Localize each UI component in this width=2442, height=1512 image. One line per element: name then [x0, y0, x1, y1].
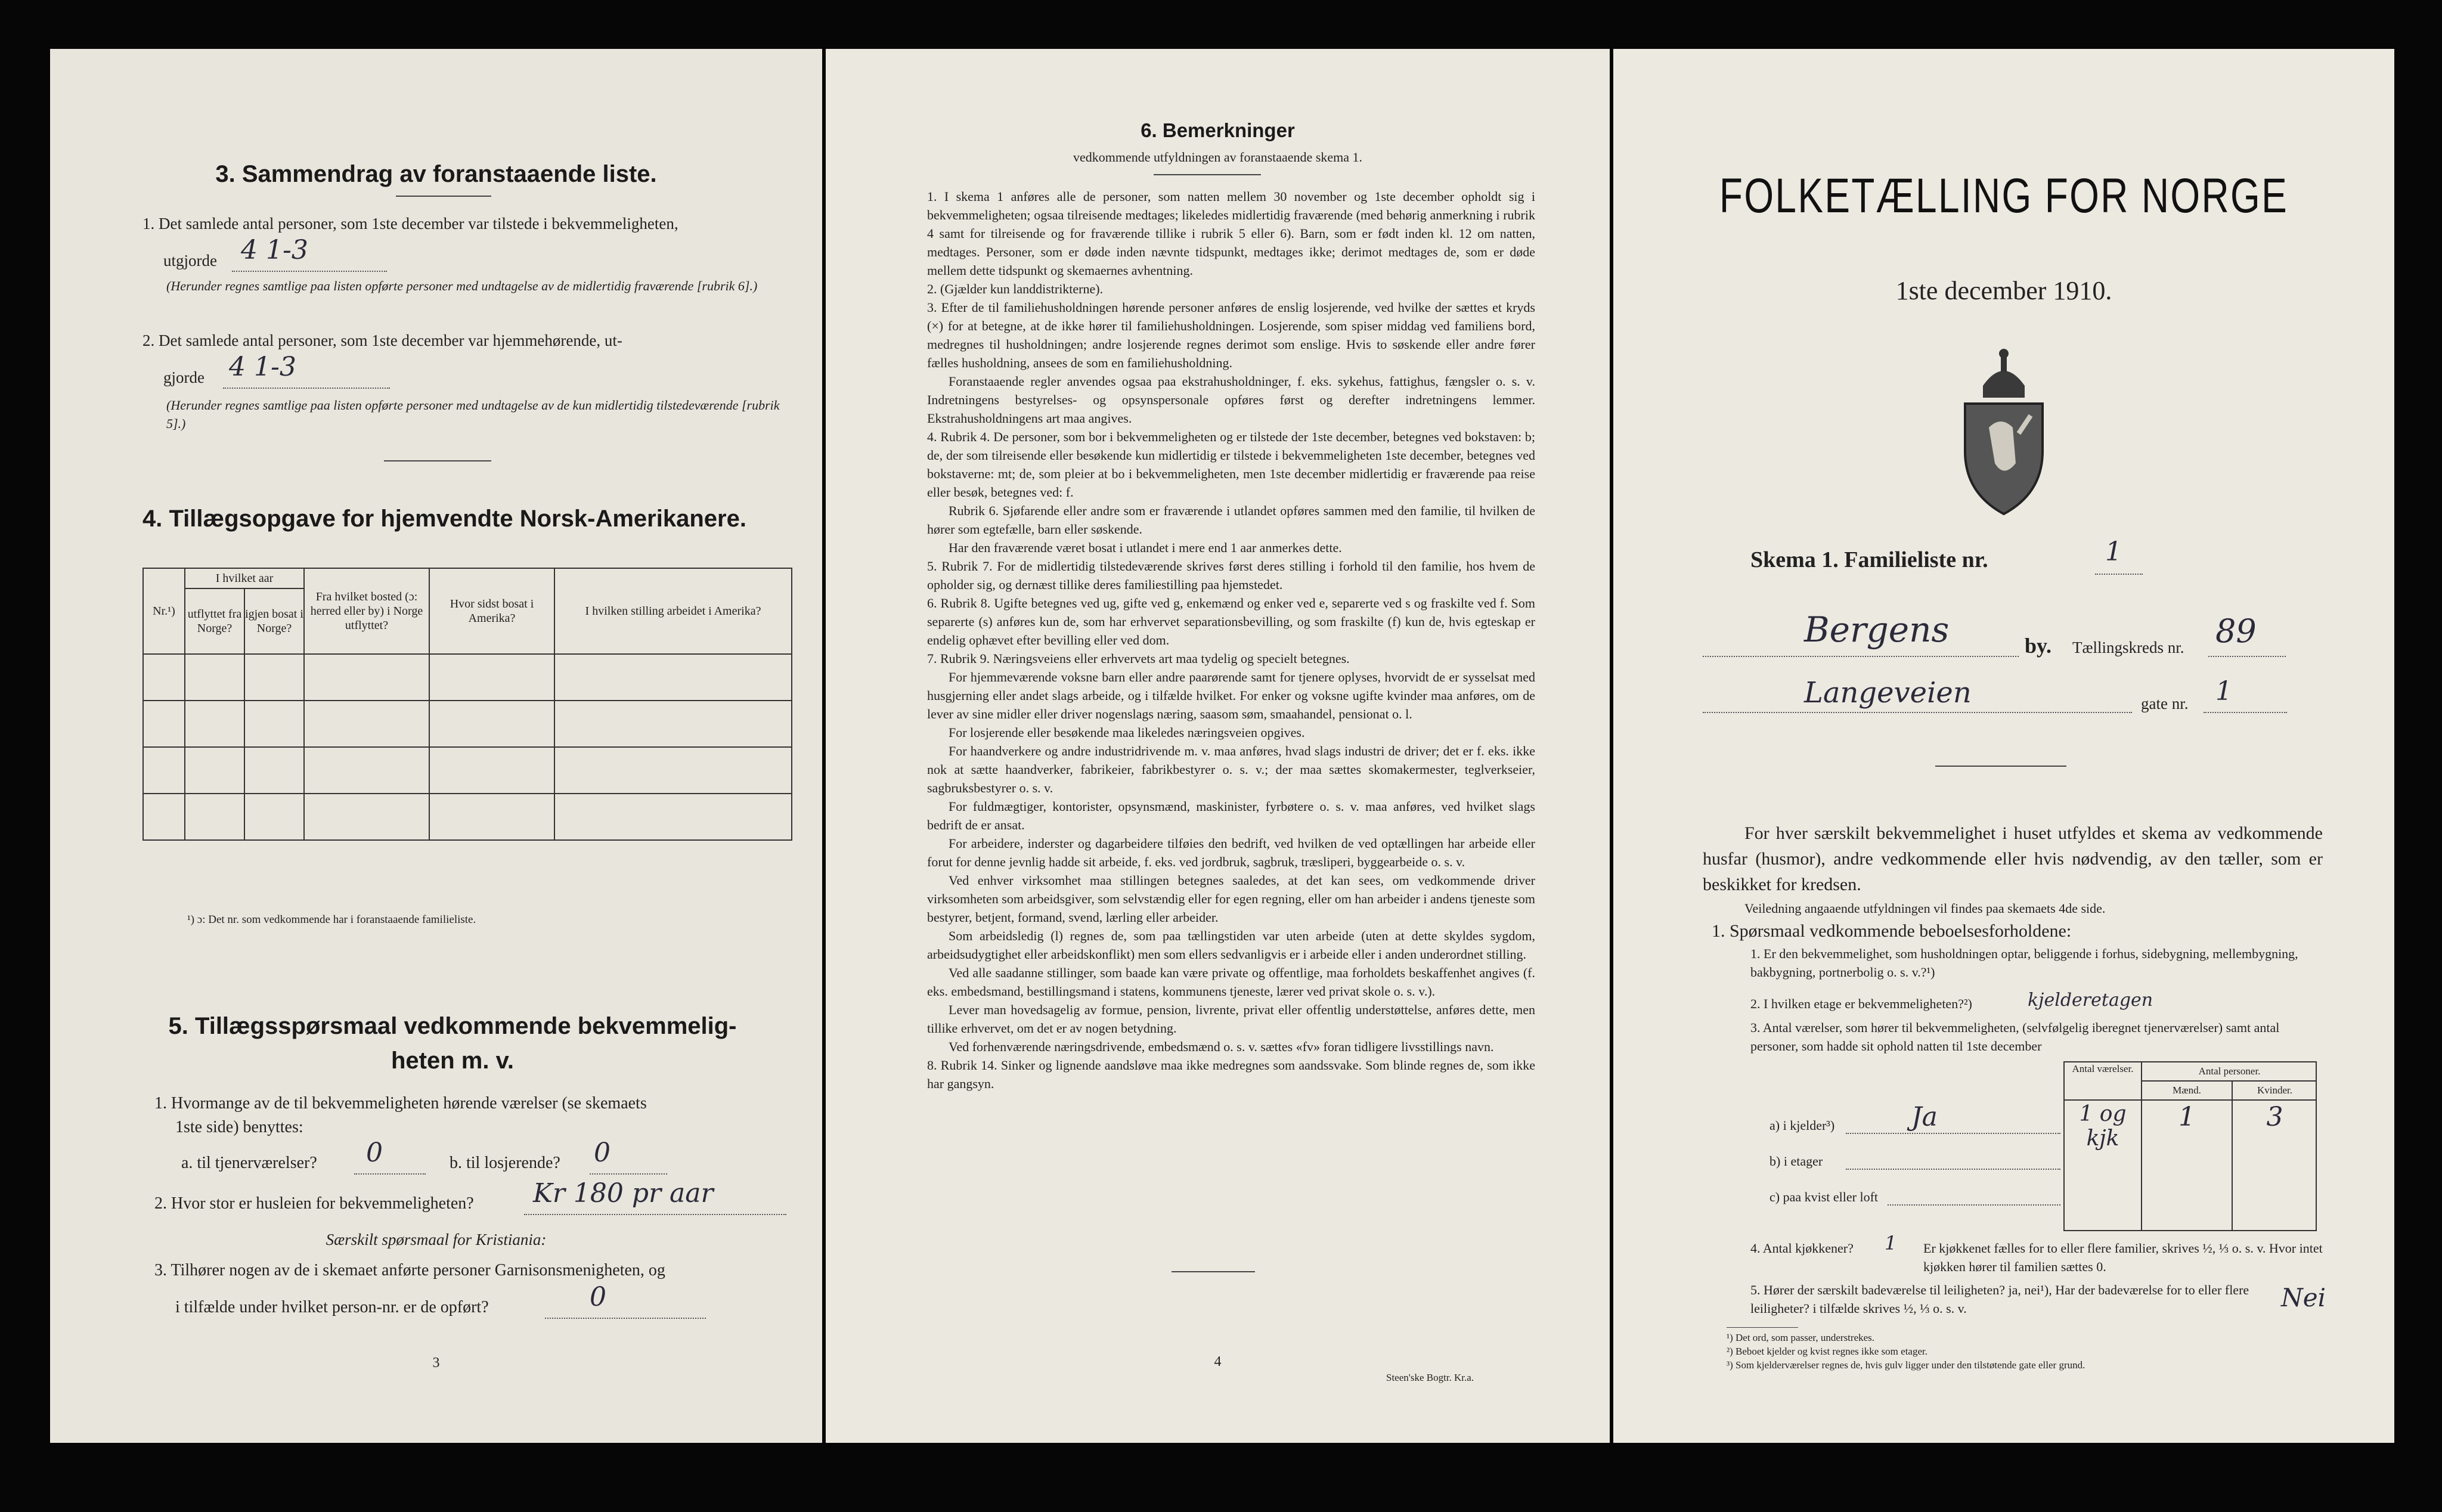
bemerkning-paragraph: 2. (Gjælder kun landdistrikterne).: [927, 281, 1104, 296]
section-4-title: 4. Tillægsopgave for hjemvendte Norsk-Amerikanere.: [142, 506, 746, 532]
col-stilling: I hvilken stilling arbeidet i Amerika?: [554, 568, 792, 654]
by-answer[interactable]: Bergens: [1804, 609, 1950, 650]
bemerkning-paragraph: Ved forhenværende næringsdrivende, embedsmænd o. s. v. sættes «fv» foran tidligere livsstillings navn.: [949, 1039, 1494, 1054]
s5-q3b: i tilfælde under hvilket person-nr. er de opført?: [175, 1298, 489, 1316]
q1-answer[interactable]: 4 1-3: [241, 235, 308, 265]
gate-answer[interactable]: Langeveien: [1804, 676, 1972, 709]
bemerkning-paragraph: For losjerende eller besøkende maa likeledes næringsveien opgives.: [949, 725, 1305, 740]
q1-label: utgjorde: [163, 252, 217, 269]
q5: 5. Hører der særskilt badeværelse til leiligheten? ja, nei¹), Har der badeværelse for to eller flere leiligheter? i tilfælde skrives ½, ⅓ o. s. v.: [1750, 1282, 2249, 1316]
bemerkning-paragraph: Ved enhver virksomhet maa stillingen betegnes saaledes, at det kan sees, om vedkommende driver virksomheten som arbeidsgiver, som selvstændig eller for egen regning, eller om han arbeider i andens tjeneste som bestyrer, betjent, formand, svend, lærling eller arbeider.: [927, 873, 1535, 925]
q5-answer[interactable]: Nei: [2281, 1283, 2326, 1312]
s5-q1d-answer[interactable]: 0: [594, 1138, 610, 1168]
bemerkning-paragraph: 6. Rubrik 8. Ugifte betegnes ved ug, gifte ved g, enkemænd og enker ved e, separerte ved s og fraskilte ved f. Som separerte (s) anføres kun de, som har erhvervet separationsbevilling, og som fraskilte (f) kun de, hvis egteskap er endelig ophævet efter bevilling eller ved dom.: [927, 596, 1535, 647]
s5-kristiania: Særskilt spørsmaal for Kristiania:: [326, 1231, 547, 1248]
bemerkning-paragraph: 5. Rubrik 7. For de midlertidig tilstedeværende skrives først deres stilling i forhold til den familie, hos hvem de opholder sig, og dernæst tillike deres familiestilling paa hjemstedet.: [927, 559, 1535, 592]
bemerkning-paragraph: For fuldmægtiger, kontorister, opsynsmænd, maskinister, fyrbøtere o. s. v. maa anføres, ved hvilket slags bedrift de er ansat.: [927, 799, 1535, 832]
by-label: by.: [2025, 634, 2052, 658]
col-iaar: I hvilket aar: [185, 568, 304, 588]
bemerkning-paragraph: 1. I skema 1 anføres alle de personer, som natten mellem 30 november og 1ste december opholdt sig i bekvemmeligheten; ogsaa tilreisende medtages; likeledes midlertidig fraværende (med behørig anmerkning i rubrik 4 samt for tilreisende og for fraværende tillike i rubrik 5 eller 6). Barn, som er født inden kl. 12 om natten, medtages. Personer, som er døde inden nævnte tidspunkt, medtages ikke; derimot medtages de, som er døde mellem dette tidspunkt og skemaernes avhentning.: [927, 189, 1535, 278]
page-3: [50, 49, 822, 1443]
bemerkning-paragraph: 3. Efter de til familiehusholdningen hørende personer anføres de enslig losjerende, ved hvilke der sættes et kryds (×) for at betegne, at de ikke hører til familiehusholdningen. Losjerende, som spiser middag ved familiens bord, medregnes til husholdningen; andre losjerende regnes derimot som enslige. Hvis to søskende eller andre fører fælles husholdning, ansees de som en familiehusholdning.: [927, 300, 1535, 370]
bemerkning-paragraph: Som arbeidsledig (l) regnes de, som paa tællingstiden var uten arbeide (uten at dette skyldes sygdom, arbeidsudygtighet eller arbeidskonflikt) men som ellers sedvanligvis er i arbeide eller i anden underordnet stilling.: [927, 928, 1535, 962]
q1-note: (Herunder regnes samtlige paa listen opførte personer med undtagelse av de midlertidig fraværende [rubrik 6].): [166, 278, 758, 293]
q2-answer[interactable]: 4 1-3: [229, 352, 296, 382]
norsk-amerikanere-table: [142, 568, 792, 841]
row-kvist: c) paa kvist eller loft: [1769, 1189, 1879, 1204]
section-5-title-2: heten m. v.: [391, 1048, 514, 1074]
footnote-1: ¹) Det ord, som passer, understrekes.: [1727, 1332, 1875, 1343]
q3: 3. Antal værelser, som hører til bekvemmeligheten, (selvfølgelig iberegnet tjenerværelser) samt antal personer, som hadde sit ophold natten til 1ste december: [1750, 1020, 2280, 1054]
bemerkning-paragraph: Rubrik 6. Sjøfarende eller andre som er fraværende i utlandet opføres sammen med den familie, til hvilken de hører som egtefælle, barn eller søskende.: [927, 503, 1535, 537]
q1-text: 1. Det samlede antal personer, som 1ste december var tilstede i bekvemmeligheten,: [142, 215, 678, 233]
s5-q1a: 1. Hvormange av de til bekvemmeligheten hørende værelser (se skemaets: [154, 1094, 647, 1113]
bemerkning-paragraph: Har den fraværende været bosat i utlandet i mere end 1 aar anmerkes dette.: [949, 540, 1342, 555]
s5-q2: 2. Hvor stor er husleien for bekvemmeligheten?: [154, 1194, 474, 1213]
veiledning: Veiledning angaaende utfyldningen vil findes paa skemaets 4de side.: [1744, 901, 2106, 916]
bemerkning-paragraph: 4. Rubrik 4. De personer, som bor i bekvemmeligheten og er tilstede der 1ste december, betegnes ved bokstaven: b; de, der som tilreisende eller besøkende kun midlertidig er tilstede i bekvemmeligheten 1ste december, betegnes ved bokstaverne: mt; de, som pleier at bo i bekvemmeligheten, men 1ste december midlertidig er fraværende paa reise eller besøk, betegnes ved: f.: [927, 429, 1535, 500]
col-maend: Mænd.: [2173, 1085, 2201, 1096]
form-date: 1ste december 1910.: [1895, 276, 2112, 305]
q2-answer[interactable]: kjelderetagen: [2028, 990, 2153, 1011]
bemerkning-paragraph: 7. Rubrik 9. Næringsveiens eller erhvervets art maa tydelig og specielt betegnes.: [927, 651, 1350, 666]
col-sidst: Hvor sidst bosat i Amerika?: [429, 568, 554, 654]
familieliste-nr[interactable]: 1: [2105, 537, 2122, 567]
gate-label: gate nr.: [2141, 695, 2189, 712]
col-personer: Antal personer.: [2198, 1065, 2261, 1077]
bemerkning-paragraph: Ved alle saadanne stillinger, som baade kan være private og offentlige, maa forholdets beskaffenhet angives (f. eks. embedsmand, bestillingsmand i statens, kommunens tjeneste, lærer ved privat skole o. s. v.).: [927, 965, 1535, 999]
s5-q3a: 3. Tilhører nogen av de i skemaet anførte personer Garnisonsmenigheten, og: [154, 1261, 665, 1279]
printer-mark: Steen'ske Bogtr. Kr.a.: [1386, 1372, 1474, 1383]
col-vaerelser: Antal værelser.: [2072, 1063, 2134, 1074]
page-number-4: 4: [1214, 1354, 1222, 1370]
section-5-title-1: 5. Tillægsspørsmaal vedkommende bekvemmelig-: [168, 1013, 737, 1039]
bemerkning-paragraph: 8. Rubrik 14. Sinker og lignende aandsløve maa ikke medregnes som aandssvake. Som blinde regnes de, som ikke har gangsyn.: [927, 1058, 1535, 1091]
skema-label: Skema 1. Familieliste nr.: [1750, 547, 1988, 572]
row-kjelder-kvinder[interactable]: 3: [2266, 1102, 2283, 1132]
form-title: FOLKETÆLLING FOR NORGE: [1719, 169, 2289, 223]
q2-text: 2. Det samlede antal personer, som 1ste december var hjemmehørende, ut-: [142, 331, 622, 349]
row-kjelder: a) i kjelder³): [1769, 1118, 1835, 1133]
col-bosted: Fra hvilket bosted (ɔ: herred eller by) i Norge utflyttet?: [304, 568, 429, 654]
page-4: [826, 49, 1610, 1443]
kreds-label: Tællingskreds nr.: [2072, 639, 2184, 656]
s5-q1c: a. til tjenerværelser?: [181, 1154, 317, 1172]
intro-text: For hver særskilt bekvemmelighet i huset utfyldes et skema av vedkommende husfar (husmor), andre vedkommende eller hvis nødvendig, av den tæller, som er beskikket for kredsen.: [1703, 823, 2323, 894]
bemerkninger-subtitle: vedkommende utfyldningen av foranstaaende skema 1.: [1073, 150, 1363, 165]
q2-label: gjorde: [163, 368, 204, 386]
table-footnote: ¹) ɔ: Det nr. som vedkommende har i foranstaaende familieliste.: [187, 913, 476, 926]
s5-q2-answer[interactable]: Kr 180 pr aar: [533, 1178, 714, 1209]
row-kjelder-vaerelser[interactable]: 1 og kjk: [2079, 1102, 2127, 1151]
section-3-title: 3. Sammendrag av foranstaaende liste.: [215, 161, 657, 187]
q4: 4. Antal kjøkkener?: [1750, 1241, 1854, 1256]
col-utflyttet: utflyttet fra Norge?: [185, 588, 244, 654]
s5-q3-answer[interactable]: 0: [590, 1282, 606, 1312]
bemerkning-paragraph: Foranstaaende regler anvendes ogsaa paa ekstrahusholdninger, f. eks. sykehus, fattighus, fængsler o. s. v. Indretningens bestyrelses- og opsynspersonale opføres først og derefter indretningens lemmer. Ekstrahusholdningens art maa angives.: [927, 374, 1535, 426]
bemerkning-paragraph: For haandverkere og andre industridrivende m. v. maa anføres, hvad slags industri de driver; det er f. eks. ikke nok at sætte haandverker, fabrikeier, fabrikbestyrer o. s. v.; der maa sættes skomakermester, teglverkseier, sagbruksbestyrer o. s. v.: [927, 743, 1535, 795]
page-1: [1613, 49, 2394, 1443]
col-igjen: igjen bosat i Norge?: [244, 588, 304, 654]
s5-q1c-answer[interactable]: 0: [366, 1138, 383, 1168]
col-kvinder: Kvinder.: [2257, 1085, 2293, 1096]
bemerkning-paragraph: For hjemmeværende voksne barn eller andre paarørende samt for tjenere oplyses, hvorvidt de er sysselsat med husgjerning eller andet slags arbeide, og i tilfælde hvilket. For enker og voksne ugifte kvinder maa anføres, om de lever av sine midler eller driver nogenslags næring, saasom søm, smaahandel, pensionat o. l.: [927, 670, 1535, 721]
row-etager: b) i etager: [1769, 1154, 1823, 1169]
q4b: Er kjøkkenet fælles for to eller flere familier, skrives ½, ⅓ o. s. v. Hvor intet kjøkken hører til familien sættes 0.: [1923, 1241, 2323, 1274]
q4-answer[interactable]: 1: [1885, 1232, 1897, 1254]
coat-of-arms-icon: [1947, 344, 2060, 517]
q1: 1. Er den bekvemmelighet, som husholdningen optar, beliggende i forhus, sidebygning, mellembygning, bakbygning, portnerbolig o. s. v.?¹): [1750, 946, 2298, 980]
s5-q1d: b. til losjerende?: [450, 1154, 560, 1172]
page-number-3: 3: [432, 1355, 440, 1371]
kreds-answer[interactable]: 89: [2215, 612, 2257, 650]
q2: 2. I hvilken etage er bekvemmeligheten?²): [1750, 996, 1972, 1011]
bemerkning-paragraph: Lever man hovedsagelig av formue, pension, livrente, privat eller offentlig understøttelse, anføres dette, men tillike erhvervet, om det er av nogen betydning.: [927, 1002, 1535, 1036]
q2-note: (Herunder regnes samtlige paa listen opførte personer med undtagelse av de kun midlertidig tilstedeværende [rubrik 5].): [166, 398, 780, 431]
questions-head: 1. Spørsmaal vedkommende beboelsesforholdene:: [1712, 921, 2072, 941]
col-nr: Nr.¹): [143, 568, 185, 654]
bemerkninger-body: [927, 187, 1535, 1093]
footnote-2: ²) Beboet kjelder og kvist regnes ikke som etager.: [1727, 1346, 1927, 1357]
bemerkninger-title: 6. Bemerkninger: [1141, 119, 1295, 141]
footnote-3: ³) Som kjelderværelser regnes de, hvis gulv ligger under den tilstøtende gate eller grund.: [1727, 1359, 2085, 1371]
row-kjelder-answer[interactable]: Ja: [1911, 1102, 1938, 1132]
gate-nr-answer[interactable]: 1: [2215, 676, 2232, 707]
row-kjelder-maend[interactable]: 1: [2178, 1102, 2195, 1132]
bemerkning-paragraph: For arbeidere, inderster og dagarbeidere tilføies den bedrift, ved hvilken de ved optællingen har arbeide eller forut for denne jevnlig hadde sit arbeide, f. eks. ved jordbruk, sagbruk, træsliperi, byggearbeide o. s. v.: [927, 836, 1535, 869]
s5-q1b: 1ste side) benyttes:: [175, 1118, 303, 1136]
